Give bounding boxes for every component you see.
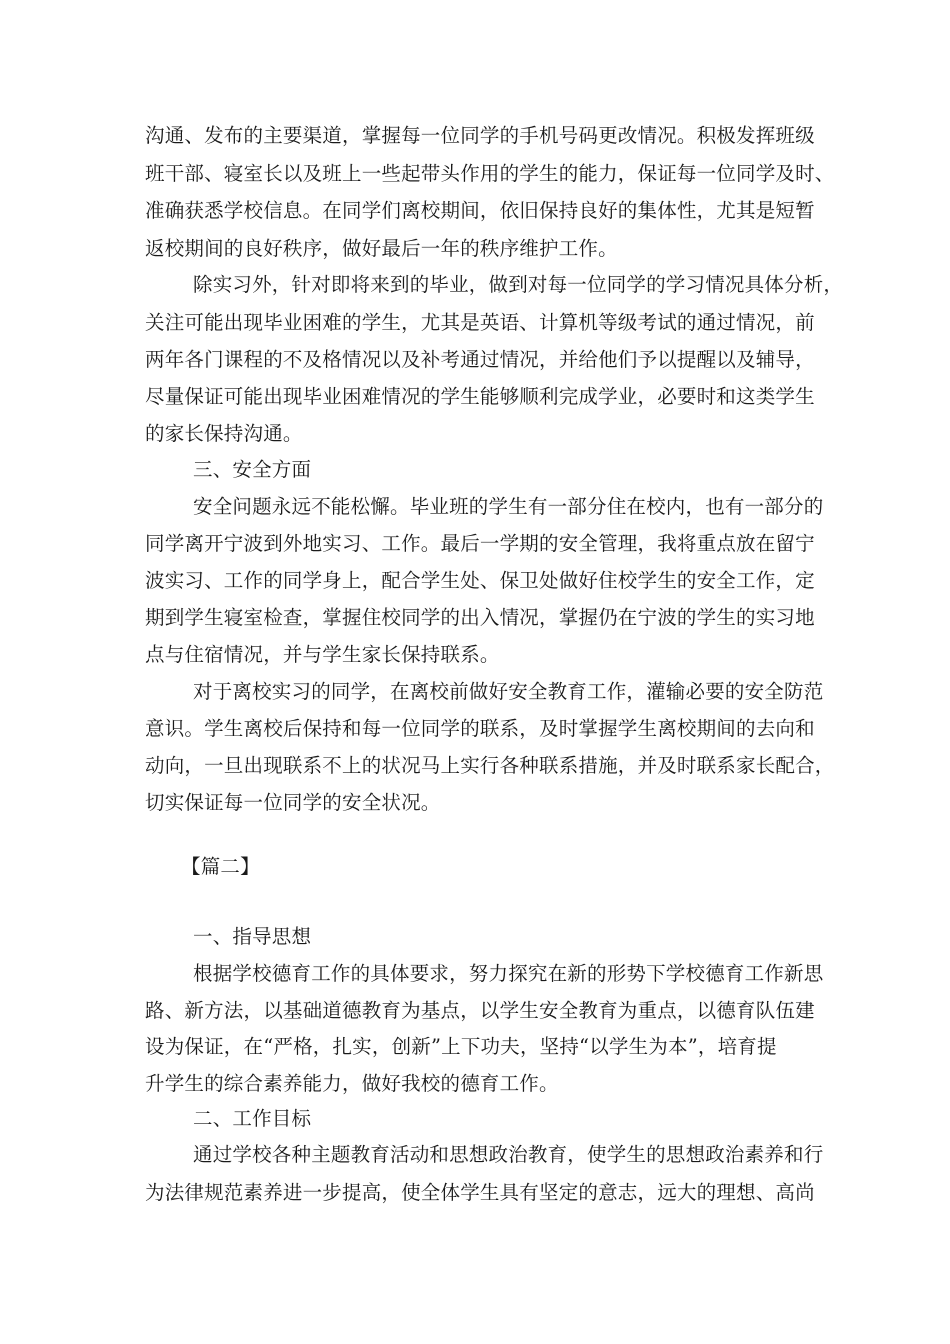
section-heading: 三、安全方面 bbox=[193, 458, 312, 481]
section-heading: 一、指导思想 bbox=[193, 925, 312, 948]
paragraph-line: 期到学生寝室检查，掌握住校同学的出入情况，掌握仍在宁波的学生的实习地 bbox=[145, 606, 815, 629]
paragraph-line: 尽量保证可能出现毕业困难情况的学生能够顺利完成学业，必要时和这类学生 bbox=[145, 385, 815, 408]
paragraph-line: 升学生的综合素养能力，做好我校的德育工作。 bbox=[145, 1072, 559, 1095]
paragraph-line: 切实保证每一位同学的安全状况。 bbox=[145, 791, 441, 814]
paragraph-line: 同学离开宁波到外地实习、工作。最后一学期的安全管理，我将重点放在留宁 bbox=[145, 532, 815, 555]
paragraph-line: 动向，一旦出现联系不上的状况马上实行各种联系措施，并及时联系家长配合， bbox=[145, 754, 835, 777]
paragraph-line: 路、新方法，以基础道德教育为基点，以学生安全教育为重点，以德育队伍建 bbox=[145, 999, 815, 1022]
paragraph-line: 设为保证，在“严格，扎实，创新”上下功夫，坚持“以学生为本”，培育提 bbox=[145, 1035, 777, 1058]
paragraph-line: 准确获悉学校信息。在同学们离校期间，依旧保持良好的集体性，尤其是短暂 bbox=[145, 199, 815, 222]
paragraph-line: 通过学校各种主题教育活动和思想政治教育，使学生的思想政治素养和行 bbox=[193, 1143, 824, 1166]
paragraph-line: 安全问题永远不能松懈。毕业班的学生有一部分住在校内，也有一部分的 bbox=[193, 495, 824, 518]
paragraph-line: 对于离校实习的同学，在离校前做好安全教育工作，灌输必要的安全防范 bbox=[193, 680, 824, 703]
paragraph-line: 除实习外，针对即将来到的毕业，做到对每一位同学的学习情况具体分析， bbox=[193, 273, 844, 296]
paragraph-line: 波实习、工作的同学身上，配合学生处、保卫处做好住校学生的安全工作，定 bbox=[145, 569, 815, 592]
paragraph-line: 返校期间的良好秩序，做好最后一年的秩序维护工作。 bbox=[145, 237, 618, 260]
paragraph-line: 沟通、发布的主要渠道，掌握每一位同学的手机号码更改情况。积极发挥班级 bbox=[145, 124, 815, 147]
paragraph-line: 意识。学生离校后保持和每一位同学的联系，及时掌握学生离校期间的去向和 bbox=[145, 717, 815, 740]
paragraph-line: 为法律规范素养进一步提高，使全体学生具有坚定的意志，远大的理想、高尚 bbox=[145, 1181, 815, 1204]
paragraph-line: 的家长保持沟通。 bbox=[145, 422, 303, 445]
paragraph-line: 班干部、寝室长以及班上一些起带头作用的学生的能力，保证每一位同学及时、 bbox=[145, 162, 835, 185]
paragraph-line: 点与住宿情况，并与学生家长保持联系。 bbox=[145, 643, 500, 666]
paragraph-line: 根据学校德育工作的具体要求，努力探究在新的形势下学校德育工作新思 bbox=[193, 962, 824, 985]
paragraph-line: 关注可能出现毕业困难的学生，尤其是英语、计算机等级考试的通过情况，前 bbox=[145, 311, 815, 334]
paragraph-line: 两年各门课程的不及格情况以及补考通过情况，并给他们予以提醒以及辅导， bbox=[145, 348, 815, 371]
part-heading: 【篇二】 bbox=[181, 855, 260, 878]
section-heading: 二、工作目标 bbox=[193, 1107, 312, 1130]
